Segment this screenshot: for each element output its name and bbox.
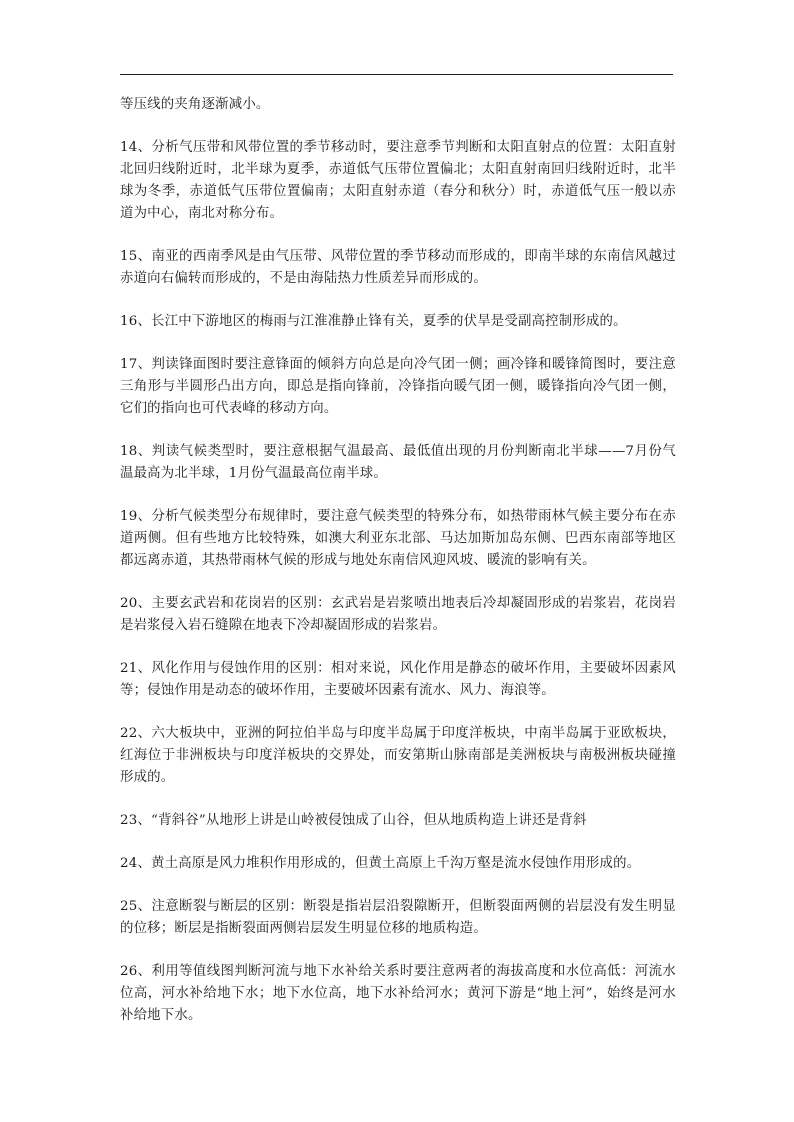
paragraph-20: 20、主要玄武岩和花岗岩的区别：玄武岩是岩浆喷出地表后冷却凝固形成的岩浆岩，花岗岩是岩浆侵入岩石缝隙在地表下冷却凝固形成的岩浆岩。 bbox=[120, 596, 676, 633]
paragraph-16: 16、长江中下游地区的梅雨与江淮准静止锋有关，夏季的伏旱是受副高控制形成的。 bbox=[120, 314, 627, 329]
paragraph-19: 19、分析气候类型分布规律时，要注意气候类型的特殊分布，如热带雨林气候主要分布在赤道两侧。但有些地方比较特殊，如澳大利亚东北部、马达加斯加岛东侧、巴西东南部等地区都远离赤道，其热带雨林气候的形成与地处东南信风迎风坡、暖流的影响有关。 bbox=[120, 509, 676, 568]
paragraph-24: 24、黄土高原是风力堆积作用形成的，但黄土高原上千沟万壑是流水侵蚀作用形成的。 bbox=[120, 856, 641, 871]
paragraph-intro-continuation: 等压线的夹角逐渐减小。 bbox=[120, 97, 270, 112]
paragraph-18: 18、判读气候类型时，要注意根据气温最高、最低值出现的月份判断南北半球——7月份气温最高为北半球，1月份气温最高位南半球。 bbox=[120, 444, 676, 481]
paragraph-14: 14、分析气压带和风带位置的季节移动时，要注意季节判断和太阳直射点的位置：太阳直射北回归线附近时，北半球为夏季，赤道低气压带位置偏北；太阳直射南回归线附近时，北半球为冬季，赤道低气压带位置偏南；太阳直射赤道（春分和秋分）时，赤道低气压一般以赤道为中心，南北对称分布。 bbox=[120, 140, 676, 221]
paragraph-22: 22、六大板块中，亚洲的阿拉伯半岛与印度半岛属于印度洋板块，中南半岛属于亚欧板块，红海位于非洲板块与印度洋板块的交界处，而安第斯山脉南部是美洲板块与南极洲板块碰撞形成的。 bbox=[120, 726, 676, 785]
header-rule bbox=[120, 74, 673, 75]
paragraph-23: 23、“背斜谷”从地形上讲是山岭被侵蚀成了山谷，但从地质构造上讲还是背斜 bbox=[120, 813, 587, 828]
paragraph-15: 15、南亚的西南季风是由气压带、风带位置的季节移动而形成的，即南半球的东南信风越过赤道向右偏转而形成的，不是由海陆热力性质差异而形成的。 bbox=[120, 249, 676, 286]
paragraph-21: 21、风化作用与侵蚀作用的区别：相对来说，风化作用是静态的破坏作用，主要破坏因素风等；侵蚀作用是动态的破坏作用，主要破坏因素有流水、风力、海浪等。 bbox=[120, 661, 676, 698]
document-body bbox=[120, 94, 676, 1048]
paragraph-17: 17、判读锋面图时要注意锋面的倾斜方向总是向冷气团一侧；画冷锋和暖锋简图时，要注意三角形与半圆形凸出方向，即总是指向锋前，冷锋指向暖气团一侧，暖锋指向冷气团一侧，它们的指向也可代表峰的移动方向。 bbox=[120, 357, 676, 416]
paragraph-25: 25、注意断裂与断层的区别：断裂是指岩层沿裂隙断开，但断裂面两侧的岩层没有发生明显的位移；断层是指断裂面两侧岩层发生明显位移的地质构造。 bbox=[120, 899, 676, 936]
paragraph-26: 26、利用等值线图判断河流与地下水补给关系时要注意两者的海拔高度和水位高低：河流水位高，河水补给地下水；地下水位高，地下水补给河水；黄河下游是“地上河”，始终是河水补给地下水。 bbox=[120, 964, 676, 1023]
